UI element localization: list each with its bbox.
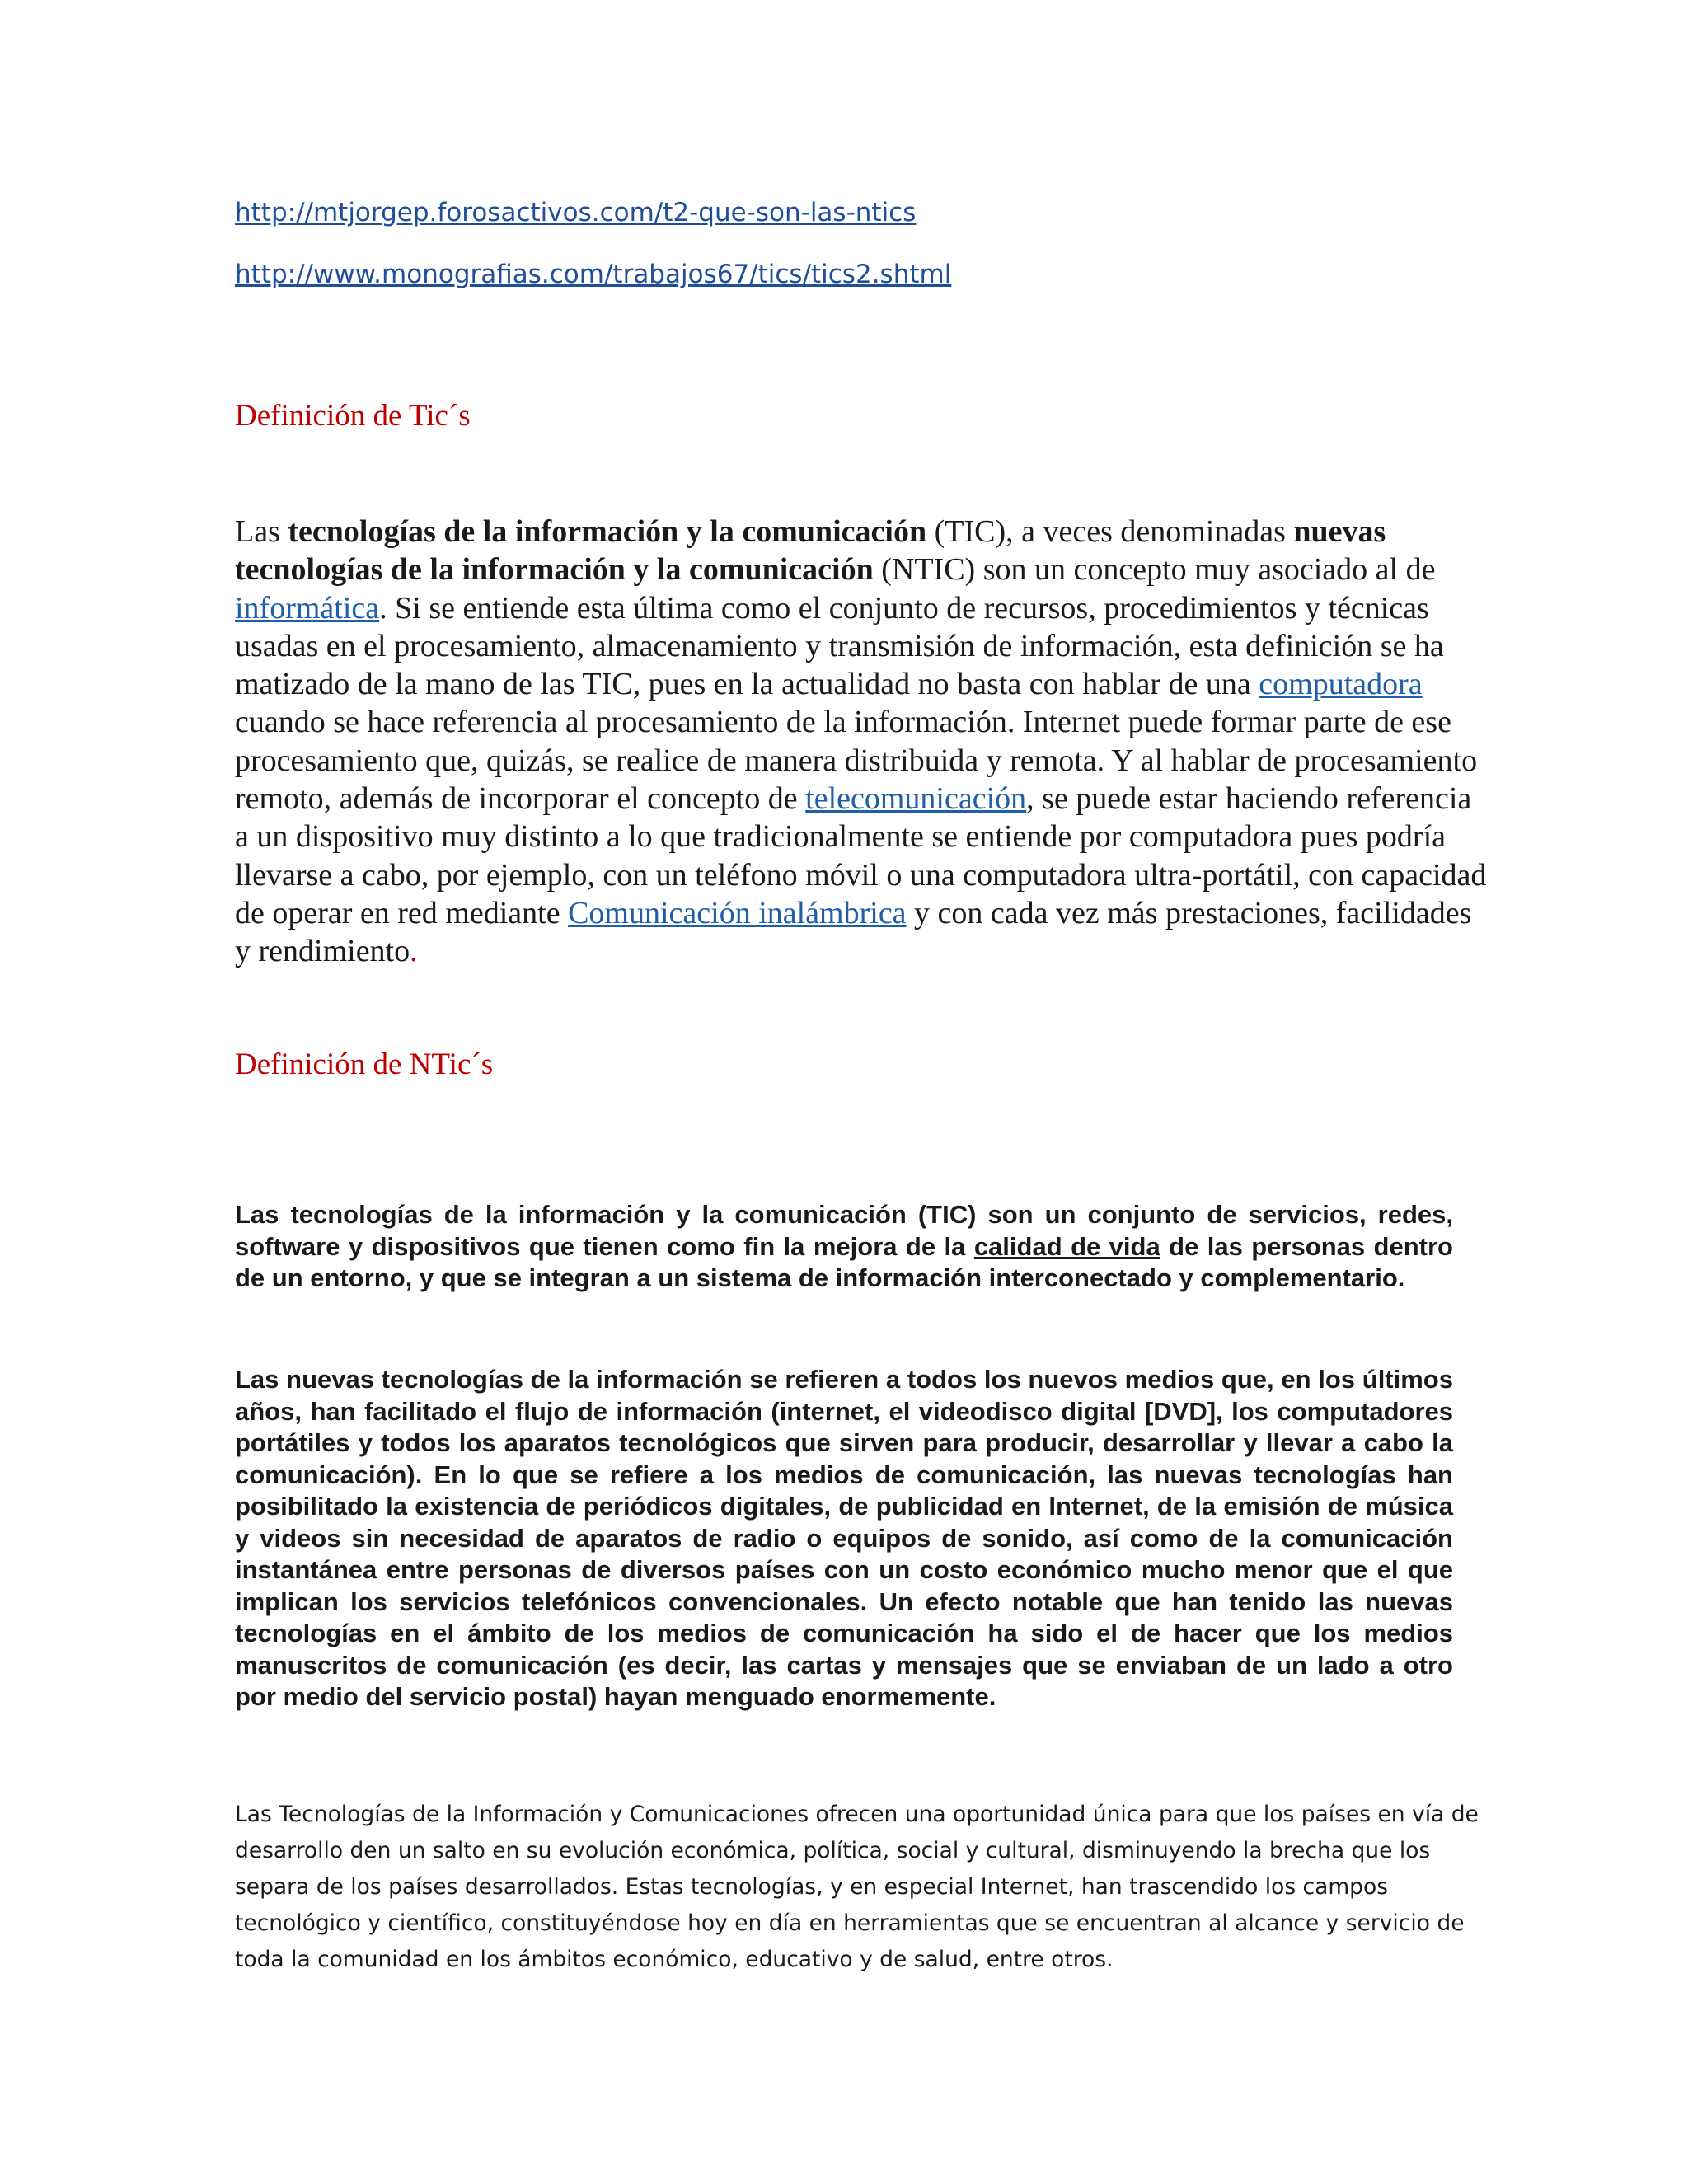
text-span: . Si se entiende esta última como el conjunto de recursos, procedimientos y técnicas usadas en el procesamiento, almacenamiento y transmisión de información, esta definición se ha matizado de la mano de las TIC, pues en la actualidad no basta con hablar de una: [235, 590, 1444, 702]
text-span: de las personas dentro de un entorno, y que se integran a un sistema de información interconectado y complementario.: [235, 1231, 1453, 1292]
text-span: cuando se hace referencia al procesamiento de la información. Internet puede formar parte de ese procesamiento que, quizás, se realice de manera distribuida y remota. Y al hablar de procesamiento remoto, además de incorporar el concepto de: [235, 705, 1478, 817]
paragraph-opportunity: Las Tecnologías de la Información y Comunicaciones ofrecen una oportunidad única para que los países en vía de desarrollo den un salto en su evolución económica, política, social y cultural, disminuyendo la brecha que los separa de los países desarrollados. Estas tecnologías, y en especial Internet, han trascendido los campos tecnológico y científico, constituyéndose hoy en día en herramientas que se encuentran al alcance y servicio de toda la comunidad en los ámbitos económico, educativo y de salud, entre otros.: [235, 1802, 1479, 1972]
heading-definicion-tics: Definición de Tic´s: [235, 399, 471, 433]
bold-term-tic: tecnologías de la información y la comunicación: [288, 514, 927, 549]
link-comunicacion-inalambrica[interactable]: Comunicación inalámbrica: [568, 895, 907, 930]
closing-period: .: [410, 934, 418, 969]
link-computadora[interactable]: computadora: [1259, 667, 1423, 702]
text-span: (NTIC) son un concepto muy asociado al de: [873, 552, 1436, 588]
link-telecomunicacion[interactable]: telecomunicación: [805, 781, 1027, 817]
text-span: Las tecnologías de la información y la comunicación (TIC) son un conjunto de servicios, redes, software y dispositivos que tienen como fin la mejora de la: [235, 1200, 1453, 1261]
text-span: y con cada vez más prestaciones, facilidades y rendimiento: [235, 895, 1472, 969]
text-span: , se puede estar haciendo referencia a un dispositivo muy distinto a lo que tradicionalmente se entiende por computadora pues podría llevarse a cabo, por ejemplo, con un teléfono móvil o una computadora ultra-portátil, con capacidad de operar en red mediante: [235, 781, 1487, 930]
text-span: (TIC), a veces denominadas: [926, 514, 1294, 549]
paragraph-tic-services: [235, 1199, 1453, 1295]
source-link-1[interactable]: http://mtjorgep.forosactivos.com/t2-que-son-las-ntics: [235, 198, 917, 227]
bold-term-ntic: nuevas tecnologías de la información y la comunicación: [235, 514, 1386, 588]
paragraph-new-technologies: Las nuevas tecnologías de la información se refieren a todos los nuevos medios que, en los últimos años, han facilitado el flujo de información (internet, el videodisco digital [DVD], los computadores portátiles y todos los aparatos tecnológicos que sirven para producir, desarrollar y llevar a cabo la comunicación). En lo que se refiere a los medios de comunicación, las nuevas tecnologías han posibilitado la existencia de periódicos digitales, de publicidad en Internet, de la emisión de música y videos sin necesidad de aparatos de radio o equipos de sonido, así como de la comunicación instantánea entre personas de diversos países con un costo económico mucho menor que el que implican los servicios telefónicos convencionales. Un efecto notable que han tenido las nuevas tecnologías en el ámbito de los medios de comunicación ha sido el de hacer que los medios manuscritos de comunicación (es decir, las cartas y mensajes que se enviaban de un lado a otro por medio del servicio postal) hayan menguado enormemente.: [235, 1365, 1453, 1711]
link-informatica[interactable]: informática: [235, 590, 380, 626]
paragraph-tic-definition: [235, 513, 1488, 971]
text-span: Las: [235, 514, 288, 549]
heading-definicion-ntics: Definición de NTic´s: [235, 1047, 494, 1081]
source-link-2[interactable]: http://www.monografias.com/trabajos67/tics/tics2.shtml: [235, 260, 952, 289]
underlined-calidad-de-vida: calidad de vida: [973, 1231, 1160, 1261]
